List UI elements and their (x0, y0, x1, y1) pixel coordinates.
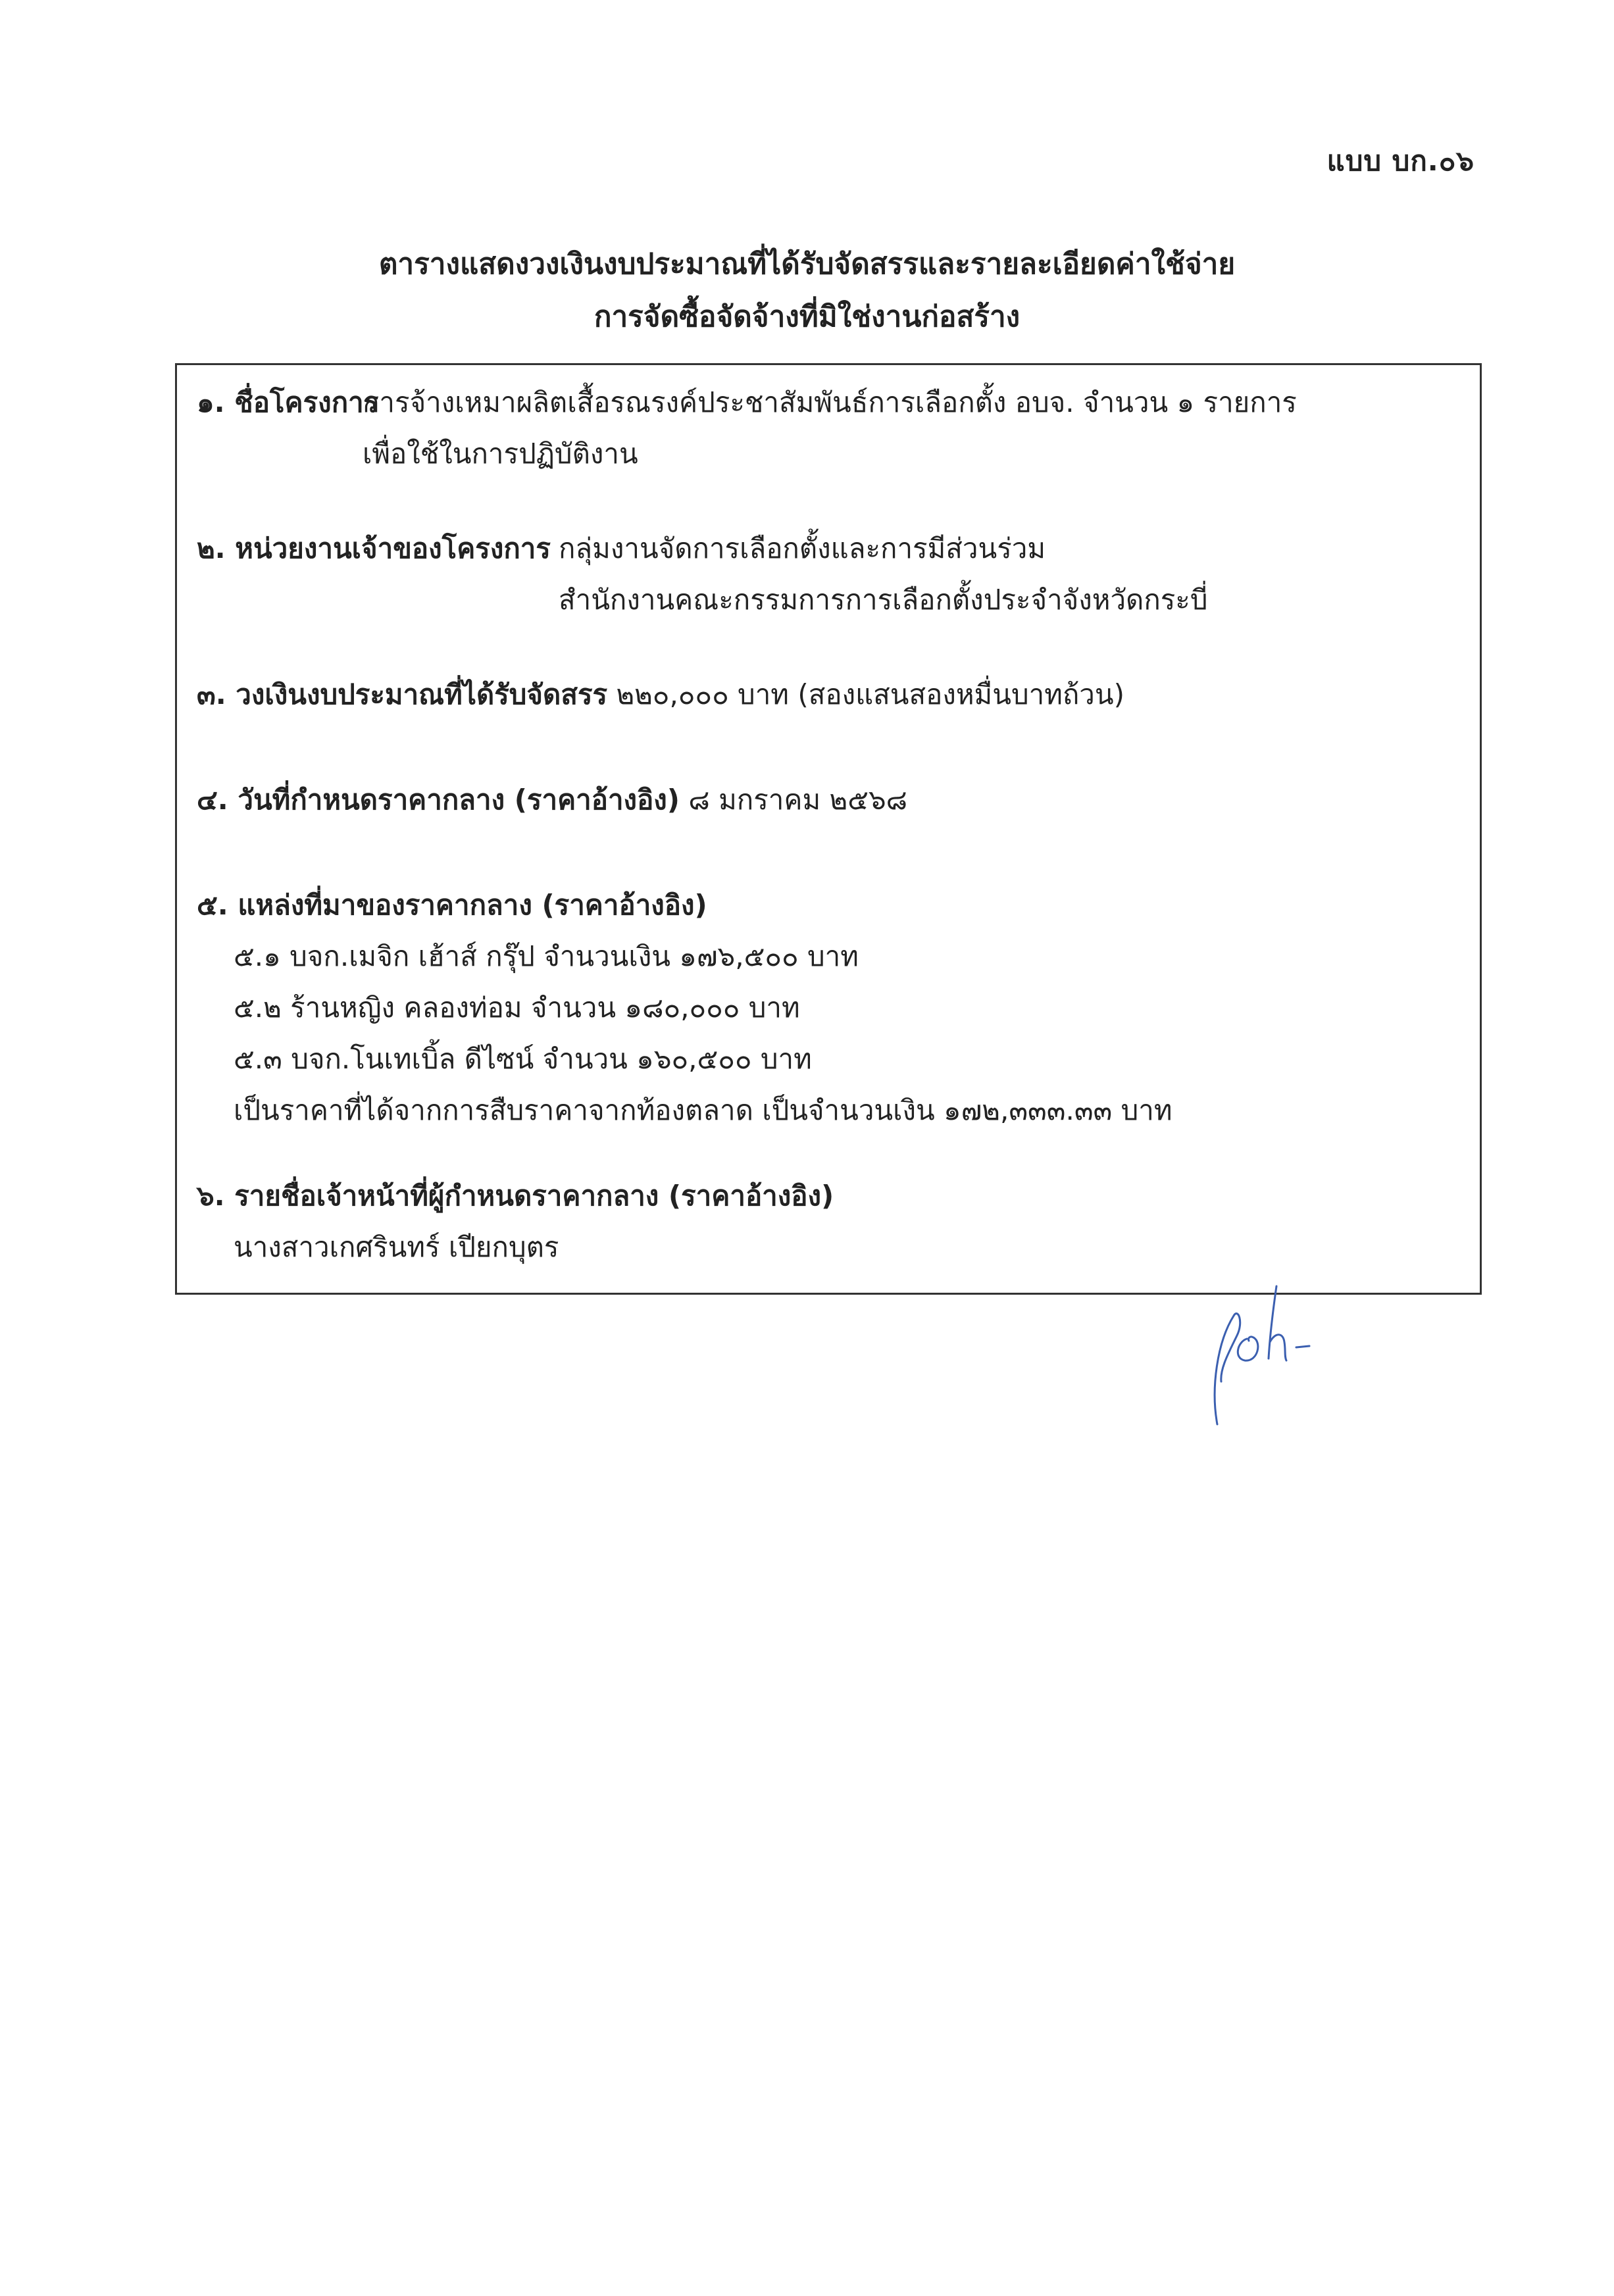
section-owner-unit (197, 523, 1208, 626)
price-source-item: ๕.๑ บจก.เมจิก เฮ้าส์ กรุ๊ป จำนวนเงิน ๑๗๖,๕๐๐ บาท (234, 940, 859, 972)
price-source-summary: เป็นราคาที่ได้จากการสืบราคาจากท้องตลาด เป็นจำนวนเงิน ๑๗๒,๓๓๓.๓๓ บาท (234, 1094, 1173, 1126)
signature-icon (1198, 1276, 1395, 1447)
reference-date-value: ๘ มกราคม ๒๕๖๘ (688, 784, 908, 816)
section-reference-date (197, 774, 907, 826)
details-box (175, 363, 1482, 1295)
project-name-line2: เพื่อใช้ในการปฏิบัติงาน (363, 437, 638, 470)
officer-name: นางสาวเกศรินทร์ เปียกบุตร (234, 1231, 559, 1263)
section-project-name (197, 377, 1297, 480)
project-name-line1: การจ้างเหมาผลิตเสื้อรณรงค์ประชาสัมพันธ์การเลือกตั้ง อบจ. จำนวน ๑ รายการ (363, 386, 1297, 418)
document-title (0, 238, 1614, 343)
section-officer (197, 1170, 834, 1273)
budget-value: ๒๒๐,๐๐๐ บาท (สองแสนสองหมื่นบาทถ้วน) (616, 678, 1124, 711)
price-source-item: ๕.๒ ร้านหญิง คลองท่อม จำนวน ๑๘๐,๐๐๐ บาท (234, 991, 800, 1024)
owner-unit-line2: สำนักงานคณะกรรมการการเลือกตั้งประจำจังหวัดกระบี่ (559, 584, 1208, 616)
budget-label: ๓. วงเงินงบประมาณที่ได้รับจัดสรร (197, 678, 608, 711)
officer-label: ๖. รายชื่อเจ้าหน้าที่ผู้กำหนดราคากลาง (ราคาอ้างอิง) (197, 1180, 834, 1212)
section-budget (197, 669, 1124, 720)
form-code: แบบ บก.๐๖ (1326, 145, 1475, 177)
reference-date-label: ๔. วันที่กำหนดราคากลาง (ราคาอ้างอิง) (197, 784, 680, 816)
document-title-line1: ตารางแสดงวงเงินงบประมาณที่ได้รับจัดสรรและรายละเอียดค่าใช้จ่าย (378, 247, 1236, 281)
document-title-line2: การจัดซื้อจัดจ้างที่มิใช่งานก่อสร้าง (593, 300, 1021, 334)
owner-unit-label: ๒. หน่วยงานเจ้าของโครงการ (197, 532, 551, 564)
price-sources-label: ๕. แหล่งที่มาของราคากลาง (ราคาอ้างอิง) (197, 889, 707, 921)
section-price-sources (197, 880, 1173, 1136)
price-source-item: ๕.๓ บจก.โนเทเบิ้ล ดีไซน์ จำนวน ๑๖๐,๕๐๐ บาท (234, 1043, 812, 1075)
owner-unit-line1: กลุ่มงานจัดการเลือกตั้งและการมีส่วนร่วม (559, 532, 1046, 564)
project-name-label: ๑. ชื่อโครงการ (197, 386, 379, 418)
